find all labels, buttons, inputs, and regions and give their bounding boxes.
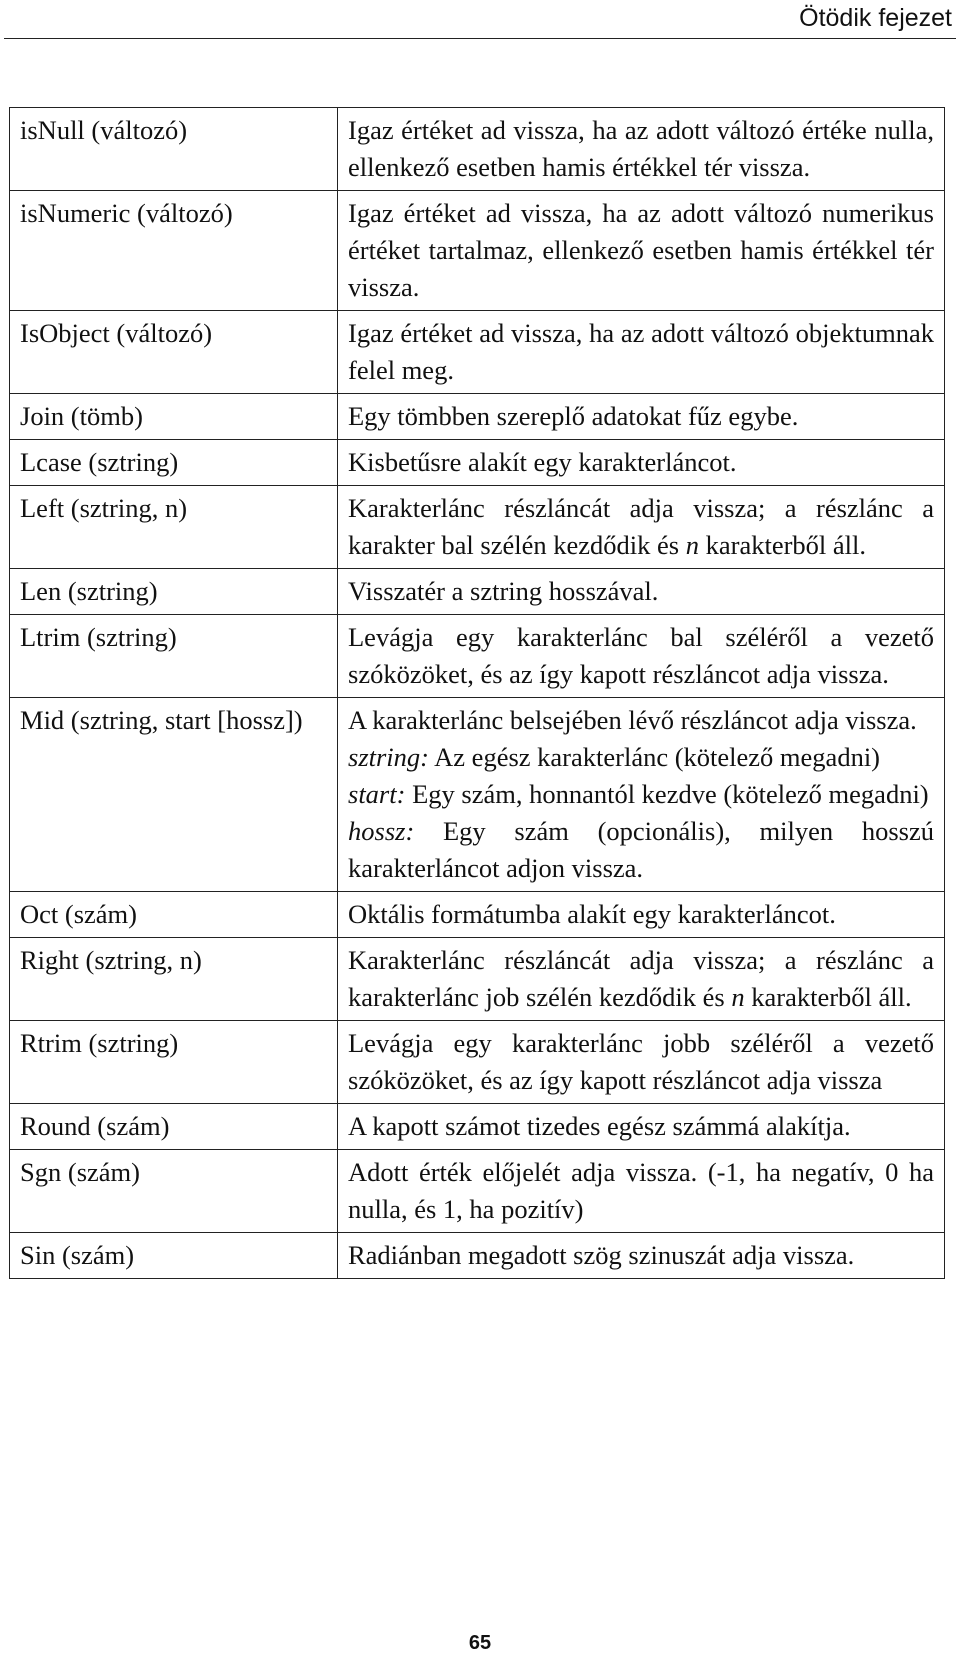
function-description: Oktális formátumba alakít egy karakterláncot.: [338, 892, 945, 938]
description-param: n: [731, 982, 745, 1012]
parameter-text: Az egész karakterlánc (kötelező megadni): [429, 742, 881, 772]
table-row: [10, 191, 945, 311]
function-description: [338, 698, 945, 892]
description-text: karakterből áll.: [698, 530, 867, 560]
function-name: Oct (szám): [10, 892, 338, 938]
function-description: Radiánban megadott szög szinuszát adja vissza.: [338, 1233, 945, 1279]
function-name: Ltrim (sztring): [10, 615, 338, 698]
parameter-text: Egy szám, honnantól kezdve (kötelező megadni): [405, 779, 929, 809]
function-name: isNull (változó): [10, 108, 338, 191]
description-text: Karakterlánc részláncát adja vissza; a részlánc a karakter bal szélén kezdődik és: [348, 493, 934, 560]
function-name: Mid (sztring, start [hossz]): [10, 698, 338, 892]
chapter-title: Ötödik fejezet: [799, 4, 952, 32]
parameter-line: [348, 813, 934, 887]
description-text: A karakterlánc belsejében lévő részláncot adja vissza.: [348, 705, 917, 735]
description-text: karakterből áll.: [744, 982, 912, 1012]
table-row: [10, 615, 945, 698]
table-row: [10, 1021, 945, 1104]
page-number: 65: [468, 1632, 492, 1654]
parameter-line: [348, 739, 934, 776]
parameter-line: [348, 776, 934, 813]
table-row: [10, 1104, 945, 1150]
function-description: Visszatér a sztring hosszával.: [338, 569, 945, 615]
function-name: Len (sztring): [10, 569, 338, 615]
table-row: [10, 311, 945, 394]
function-description: [338, 938, 945, 1021]
parameter-text: Egy szám (opcionális), milyen hosszú karakterláncot adjon vissza.: [348, 816, 934, 883]
parameter-label: hossz:: [348, 816, 415, 846]
function-name: Sin (szám): [10, 1233, 338, 1279]
function-description: Egy tömbben szereplő adatokat fűz egybe.: [338, 394, 945, 440]
header-divider: [4, 38, 956, 39]
function-description: [338, 486, 945, 569]
table-row: [10, 698, 945, 892]
function-name: Round (szám): [10, 1104, 338, 1150]
function-description: Levágja egy karakterlánc jobb széléről a vezető szóközöket, és az így kapott részláncot adja vissza: [338, 1021, 945, 1104]
table-row: [10, 1233, 945, 1279]
function-name: Sgn (szám): [10, 1150, 338, 1233]
table-row: [10, 394, 945, 440]
table-row: [10, 938, 945, 1021]
table-row: [10, 569, 945, 615]
function-description: Kisbetűsre alakít egy karakterláncot.: [338, 440, 945, 486]
parameter-label: sztring:: [348, 742, 429, 772]
function-name: Join (tömb): [10, 394, 338, 440]
table-row: [10, 486, 945, 569]
table-row: [10, 440, 945, 486]
function-description: Igaz értéket ad vissza, ha az adott változó értéke nulla, ellenkező esetben hamis értékkel tér vissza.: [338, 108, 945, 191]
function-reference-table: [9, 107, 945, 1279]
function-name: Right (sztring, n): [10, 938, 338, 1021]
function-name: isNumeric (változó): [10, 191, 338, 311]
table-row: [10, 108, 945, 191]
function-description: Igaz értéket ad vissza, ha az adott változó objektumnak felel meg.: [338, 311, 945, 394]
function-description: Adott érték előjelét adja vissza. (-1, ha negatív, 0 ha nulla, és 1, ha pozitív): [338, 1150, 945, 1233]
function-description: Igaz értéket ad vissza, ha az adott változó numerikus értéket tartalmaz, ellenkező esetben hamis értékkel tér vissza.: [338, 191, 945, 311]
function-name: IsObject (változó): [10, 311, 338, 394]
function-name: Lcase (sztring): [10, 440, 338, 486]
function-description: Levágja egy karakterlánc bal széléről a vezető szóközöket, és az így kapott részláncot adja vissza.: [338, 615, 945, 698]
description-text: Karakterlánc részláncát adja vissza; a részlánc a karakterlánc job szélén kezdődik és: [348, 945, 934, 1012]
parameter-label: start:: [348, 779, 406, 809]
table-row: [10, 1150, 945, 1233]
function-name: Rtrim (sztring): [10, 1021, 338, 1104]
function-name: Left (sztring, n): [10, 486, 338, 569]
description-param: n: [685, 530, 699, 560]
table-row: [10, 892, 945, 938]
function-description: A kapott számot tizedes egész számmá alakítja.: [338, 1104, 945, 1150]
